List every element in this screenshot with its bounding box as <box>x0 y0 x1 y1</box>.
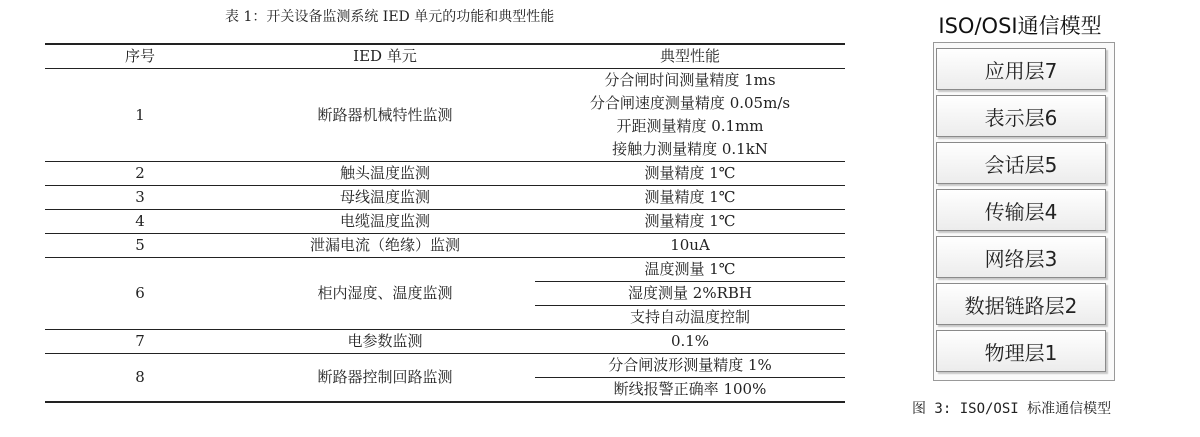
row-unit: 电参数监测 <box>347 332 423 350</box>
row-perf: 测量精度 1℃ <box>644 164 736 182</box>
row-no: 3 <box>135 188 145 206</box>
table-row <box>45 162 845 186</box>
row-perf: 温度测量 1℃ <box>535 258 845 282</box>
header-performance: 典型性能 <box>659 47 720 65</box>
table-row <box>45 330 845 354</box>
row-unit: 断路器机械特性监测 <box>317 105 453 124</box>
table-row <box>45 234 845 258</box>
ied-table <box>45 43 845 403</box>
row-no: 7 <box>135 332 145 350</box>
layer-transport: 传输层4 <box>936 189 1106 231</box>
row-perf: 开距测量精度 0.1mm <box>616 117 764 135</box>
osi-title: ISO/OSI通信模型 <box>938 14 1102 38</box>
header-no: 序号 <box>124 47 155 65</box>
row-perf: 支持自动温度控制 <box>629 308 750 326</box>
row-no: 1 <box>135 105 145 124</box>
row-no: 5 <box>135 236 145 254</box>
row-unit: 柜内湿度、温度监测 <box>317 284 453 302</box>
table-header-row <box>45 44 845 69</box>
row-perf: 分合闸速度测量精度 0.05m/s <box>589 94 791 112</box>
header-unit: IED 单元 <box>353 47 417 65</box>
table-caption: 表 1：开关设备监测系统 IED 单元的功能和典型性能 <box>225 9 555 25</box>
table-row <box>45 354 845 378</box>
row-perf: 分合闸波形测量精度 1% <box>535 354 845 378</box>
row-no: 2 <box>135 164 145 182</box>
row-perf: 0.1% <box>670 332 710 350</box>
row-perf: 测量精度 1℃ <box>644 212 736 230</box>
layer-physical: 物理层1 <box>936 330 1106 372</box>
row-unit: 泄漏电流（绝缘）监测 <box>309 236 460 254</box>
row-perf: 断线报警正确率 100% <box>613 380 767 398</box>
row-unit: 电缆温度监测 <box>339 212 430 230</box>
table-row <box>45 210 845 234</box>
table-row <box>45 69 845 93</box>
osi-model-diagram <box>933 42 1115 381</box>
figure-caption: 图 3: ISO/OSI 标准通信模型 <box>912 401 1112 417</box>
row-no: 8 <box>135 368 145 386</box>
layer-application: 应用层7 <box>936 48 1106 90</box>
row-no: 6 <box>135 284 145 302</box>
row-unit: 母线温度监测 <box>339 188 430 206</box>
row-unit: 触头温度监测 <box>339 164 430 182</box>
layer-data-link: 数据链路层2 <box>936 283 1106 325</box>
row-unit: 断路器控制回路监测 <box>317 368 453 386</box>
row-perf: 测量精度 1℃ <box>644 188 736 206</box>
layer-presentation: 表示层6 <box>936 95 1106 137</box>
row-perf: 分合闸时间测量精度 1ms <box>604 71 776 89</box>
table-row <box>45 186 845 210</box>
table-row <box>45 258 845 282</box>
row-perf: 接触力测量精度 0.1kN <box>612 140 768 158</box>
row-perf: 湿度测量 2%RBH <box>535 282 845 306</box>
layer-network: 网络层3 <box>936 236 1106 278</box>
row-no: 4 <box>135 212 145 230</box>
row-perf: 10uA <box>670 236 710 254</box>
layer-session: 会话层5 <box>936 142 1106 184</box>
